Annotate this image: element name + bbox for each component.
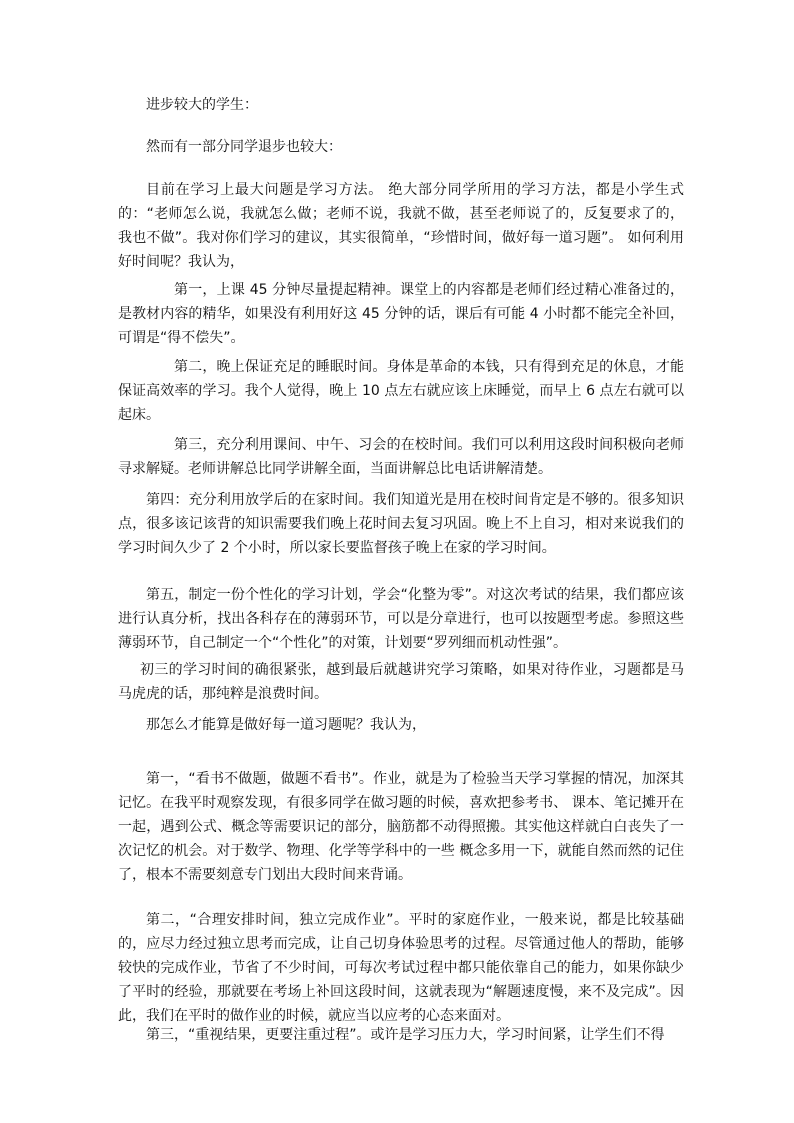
paragraph-time-tip-3: 第三，充分利用课间、中午、习会的在校时间。我们可以利用这段时间积极向老师寻求解疑。老师讲解总比同学讲解全面，当面讲解总比电话讲解清楚。: [118, 437, 684, 477]
paragraph-regression-students: 然而有一部分同学退步也较大：: [146, 139, 342, 155]
paragraph-time-tip-2: 第二，晚上保证充足的睡眠时间。身体是革命的本钱，只有得到充足的休息，才能保证高效率的学习。我个人觉得，晚上 10 点左右就应该上床睡觉，而早上 6 点左右就可以起床。: [118, 359, 684, 423]
paragraph-study-method-problem: 目前在学习上最大问题是学习方法。 绝大部分同学所用的学习方法，都是小学生式的：“老师怎么说，我就怎么做；老师不说，我就不做，甚至老师说了的，反复要求了的，我也不做”。我对你们学习的建议，其实很简单，“珍惜时间，做好每一道习题”。 如何利用好时间呢？我认为，: [118, 182, 684, 270]
paragraph-progress-students: 进步较大的学生：: [146, 97, 258, 113]
paragraph-time-tip-1: 第一，上课 45 分钟尽量提起精神。课堂上的内容都是老师们经过精心准备过的，是教材内容的精华，如果没有利用好这 45 分钟的话，课后有可能 4 小时都不能完全补回，可谓是“得不偿失”。: [118, 282, 684, 346]
paragraph-exercise-tip-3: 第三，“重视结果，更要注重过程”。或许是学习压力大，学习时间紧，让学生们不得: [146, 1027, 665, 1043]
paragraph-time-tip-5: 第五，制定一份个性化的学习计划，学会“化整为零”。对这次考试的结果，我们都应该进行认真分析，找出各科存在的薄弱环节，可以是分章进行，也可以按题型考虑。参照这些薄弱环节，自己制定一个“个性化”的对策，计划要“罗列细而机动性强”。: [118, 587, 684, 651]
paragraph-grade-nine-strategy: 初三的学习时间的确很紧张，越到最后就越讲究学习策略，如果对待作业，习题都是马马虎虎的话，那纯粹是浪费时间。: [118, 662, 684, 702]
paragraph-exercise-tip-2: 第二，“合理安排时间，独立完成作业”。平时的家庭作业，一般来说，都是比较基础的，应尽力经过独立思考而完成，让自己切身体验思考的过程。尽管通过他人的帮助，能够较快的完成作业，节省了不少时间，可每次考试过程中都只能依靠自己的能力，如果你缺少了平时的经验，那就要在考场上补回这段时间，这就表现为“解题速度慢，来不及完成”。因此，我们在平时的做作业的时候，就应当以应考的心态来面对。: [118, 912, 684, 1024]
paragraph-exercise-question: 那怎么才能算是做好每一道习题呢？我认为，: [146, 717, 426, 733]
paragraph-exercise-tip-1: 第一，“看书不做题，做题不看书”。作业，就是为了检验当天学习掌握的情况，加深其记忆。在我平时观察发现，有很多同学在做习题的时候，喜欢把参考书、 课本、笔记摊开在一起，遇到公式、概念等需要识记的部分，脑筋都不动得照搬。其实他这样就白白丧失了一次记忆的机会。对于数学、物理、化学等学科中的一些 概念多用一下，就能自然而然的记住了，根本不需要刻意专门划出大段时间来背诵。: [118, 771, 684, 883]
paragraph-time-tip-4: 第四：充分利用放学后的在家时间。我们知道光是用在校时间肯定是不够的。很多知识点，很多该记该背的知识需要我们晚上花时间去复习巩固。晚上不上自习，相对来说我们的学习时间久少了 2 个小时，所以家长要监督孩子晚上在家的学习时间。: [118, 492, 684, 556]
